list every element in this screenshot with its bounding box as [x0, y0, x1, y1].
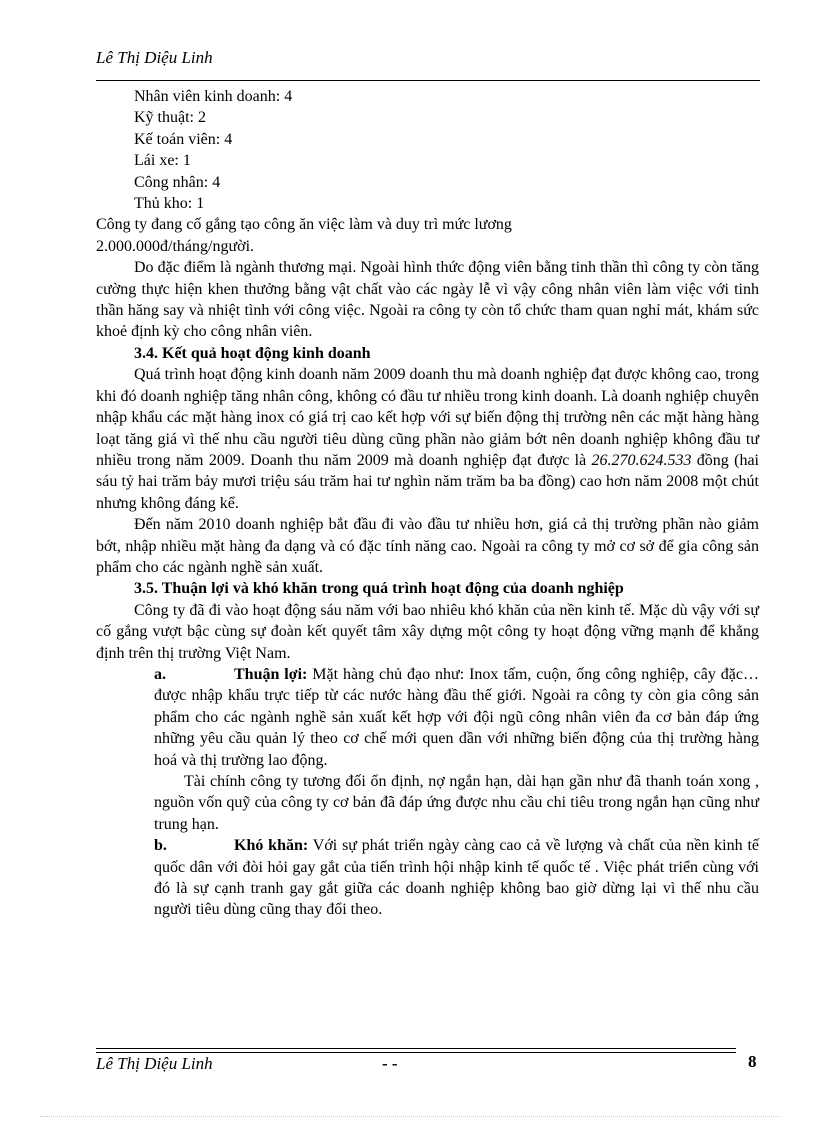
staff-list	[96, 86, 759, 214]
paragraph-motivation: Do đặc điểm là ngành thương mại. Ngoài hình thức động viên bằng tinh thần thì công ty còn tăng cường thực hiện khen thưởng bằng vật chất vào các ngày lễ vì vậy công nhân viên làm việc với tinh thần hăng say và nhiệt tình với công việc. Ngoài ra công ty còn tổ chức tham quan nghỉ mát, khám sức khoẻ định kỳ cho công nhân viên.	[96, 259, 759, 341]
paragraph-business-results	[96, 364, 759, 514]
page-number: 8	[748, 1052, 757, 1071]
section-heading-3-4: 3.4. Kết quả hoạt động kinh doanh	[134, 344, 371, 362]
difficulties-item	[96, 835, 759, 921]
item-text: Với sự phát triển ngày càng cao cả về lượng và chất của nền kinh tế quốc dân với đòi hỏi gay gắt của tiến trình hội nhập kinh tế quốc tế . Việc phát triển cùng với đó là sự cạnh tranh gay gắt giữa các doanh nghiệp không bao giờ dừng lại vì thế nhu cầu người tiêu dùng cũng thay đổi theo.	[154, 837, 760, 919]
list-item: Kế toán viên: 4	[134, 130, 233, 148]
item-title: Khó khăn:	[234, 837, 309, 855]
list-item: Nhân viên kinh doanh: 4	[134, 88, 293, 105]
advantages-item	[96, 664, 759, 771]
document-body	[96, 86, 759, 921]
page-header-author: Lê Thị Diệu Linh	[96, 48, 213, 67]
paragraph-text: đồng (hai sáu tỷ hai trăm bảy mươi triệu sáu trăm hai tư nghìn năm trăm ba ba đồng) cao hơn năm 2008 một chút nhưng không đáng kể.	[96, 451, 759, 512]
paragraph-salary: Công ty đang cố gắng tạo công ăn việc làm và duy trì mức lương 2.000.000đ/tháng/người.	[96, 216, 512, 255]
list-item: Công nhân: 4	[134, 173, 221, 191]
section-heading-3-5: 3.5. Thuận lợi và khó khăn trong quá trình hoạt động của doanh nghiệp	[134, 580, 624, 598]
paragraph-text: Quá trình hoạt động kinh doanh năm 2009 doanh thu mà doanh nghiệp đạt được không cao, trong khi đó doanh nghiệp tăng nhân công, không có đầu tư nhiều trong kinh doanh. Là doanh nghiệp chuyên nhập khẩu các mặt hàng inox có giá trị cao kết hợp với sự biến động thị trường nên các mặt hàng hàng loạt tăng giá vì thế nhu cầu người tiêu dùng cũng phần nào giảm bớt nên doanh nghiệp không đầu tư nhiều trong năm 2009. Doanh thu năm 2009 mà doanh nghiệp đạt được là	[96, 366, 760, 469]
header-rule	[96, 80, 760, 81]
item-label: b.	[154, 837, 167, 855]
footer-separator: - -	[382, 1054, 398, 1073]
footer-rule	[96, 1048, 736, 1049]
list-item: Lái xe: 1	[134, 152, 191, 170]
item-text: Mặt hàng chủ đạo như: Inox tấm, cuộn, ống công nghiệp, cây đặc… được nhập khẩu trực tiếp từ các nước hàng đầu thế giới. Ngoài ra công ty còn gia công sản phẩm cho các ngành nghề sản xuất kết hợp với đội ngũ công nhân viên đa cơ bản đáp ứng những yêu cầu quản lý theo cơ chế mới quen dần với những biến động của thị trường hàng hoá và thị trường lao động.	[154, 665, 760, 769]
list-item: Thủ kho: 1	[134, 195, 205, 213]
paragraph-overview: Công ty đã đi vào hoạt động sáu năm với bao nhiêu khó khăn của nền kinh tế. Mặc dù vậy với sự cố gắng vượt bậc cùng sự đoàn kết quyết tâm xây dựng một công ty hoạt động vững mạnh để khẳng định trên thị trường Việt Nam.	[96, 601, 759, 662]
paragraph-2010: Đến năm 2010 doanh nghiệp bắt đầu đi vào đầu tư nhiều hơn, giá cả thị trường phần nào giảm bớt, nhập nhiều mặt hàng đa dạng và có đặc tính năng cao. Ngoài ra công ty mở cơ sở để gia công sản phẩm cho các ngành nghề sản xuất.	[96, 516, 759, 576]
item-label: a.	[154, 665, 166, 683]
footer-author: Lê Thị Diệu Linh	[96, 1054, 213, 1073]
item-title: Thuận lợi:	[234, 665, 308, 683]
advantages-finance: Tài chính công ty tương đối ổn định, nợ ngắn hạn, dài hạn gần như đã thanh toán xong , nguồn vốn quỹ của công ty cơ bản đã đáp ứng được nhu cầu chi tiêu trong ngắn hạn cũng như trung hạn.	[154, 773, 759, 833]
page-edge	[40, 1116, 780, 1117]
list-item: Kỹ thuật: 2	[134, 109, 206, 127]
footer-rule	[96, 1052, 736, 1053]
revenue-amount: 26.270.624.533	[591, 451, 692, 469]
